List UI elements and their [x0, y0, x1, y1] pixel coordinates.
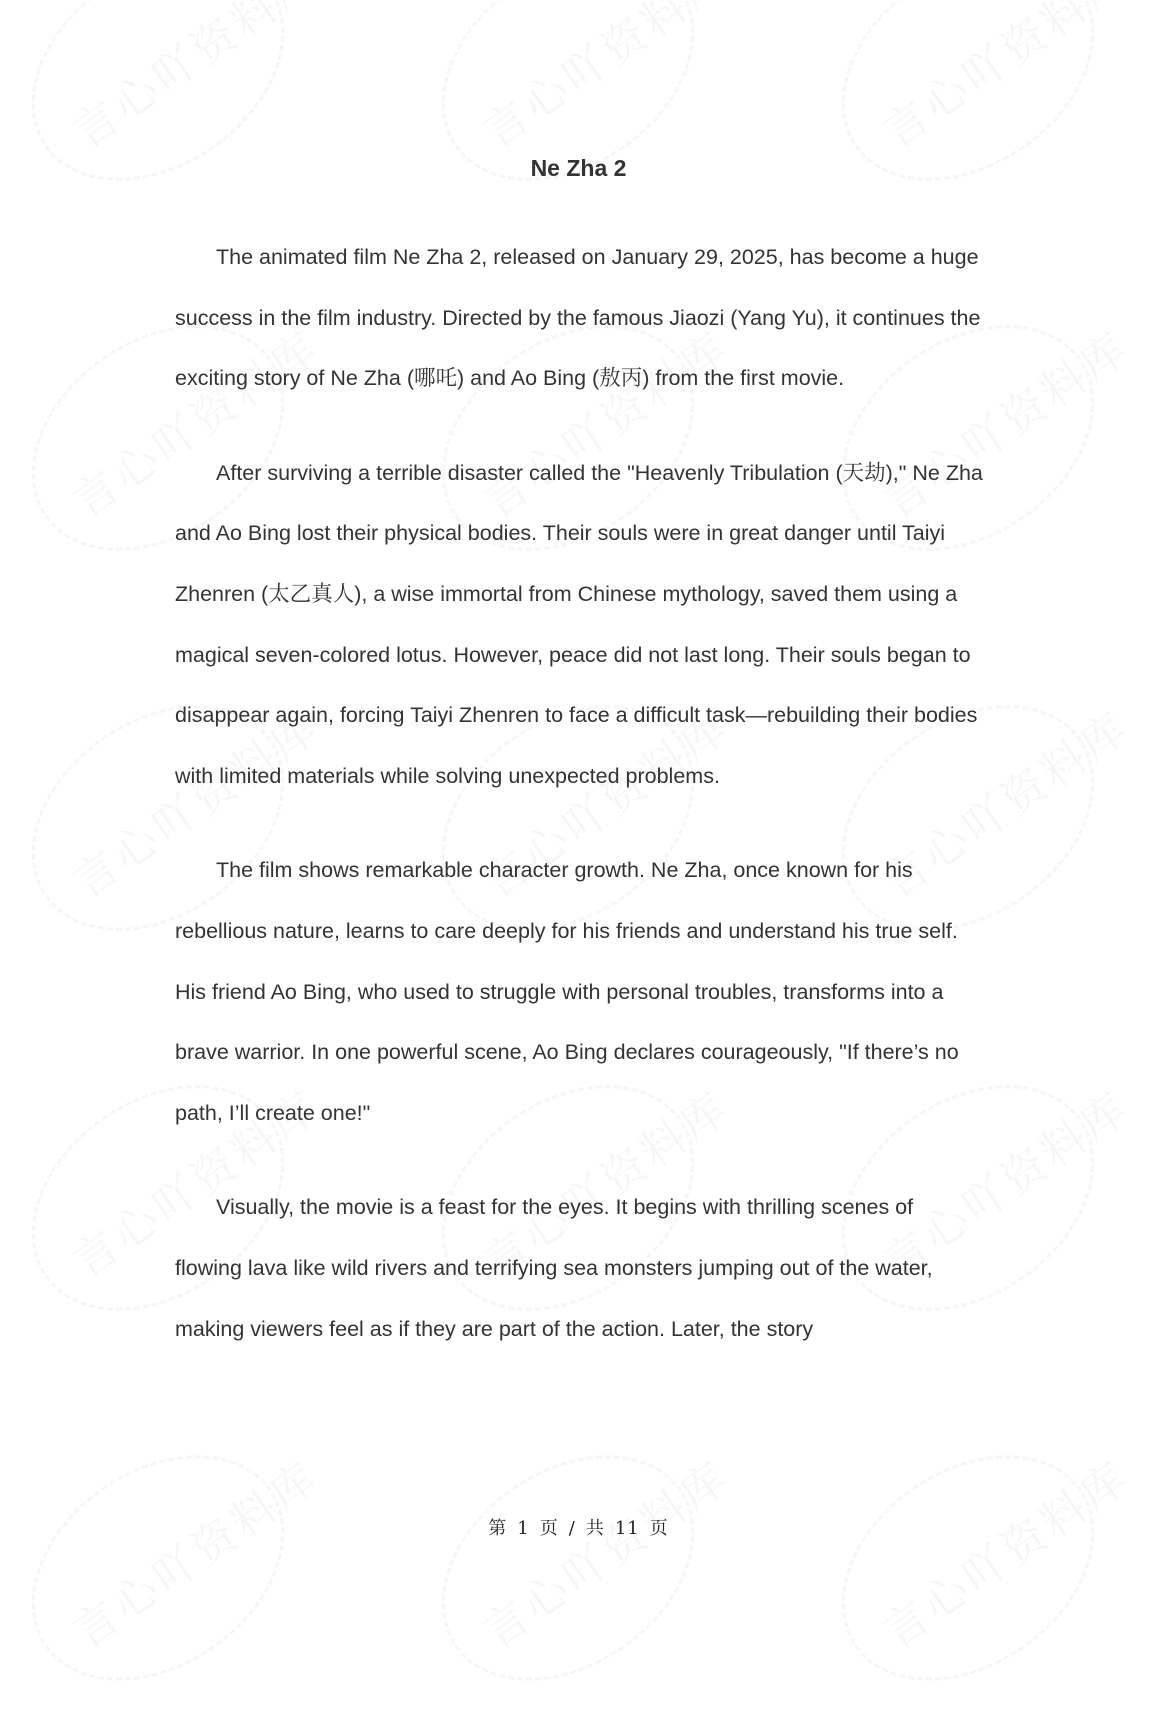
document-body [175, 227, 985, 1393]
footer-total-prefix: 共 [585, 1518, 605, 1539]
footer-prefix: 第 [488, 1518, 508, 1539]
total-page-count: 11 [614, 1518, 640, 1539]
document-title: Ne Zha 2 [530, 155, 627, 181]
paragraph: The film shows remarkable character growth. Ne Zha, once known for his rebellious nature, learns to care deeply for his friends and understand his true self. His friend Ao Bing, who used to struggle with personal troubles, transforms into a brave warrior. In one powerful scene, Ao Bing declares courageously, "If there’s no path, I’ll create one!" [175, 858, 959, 1125]
footer-separator: / [568, 1518, 576, 1539]
paragraph: After surviving a terrible disaster called the "Heavenly Tribulation (天劫)," Ne Zha and Ao Bing lost their physical bodies. Their souls were in great danger until Taiyi Zhenren (太乙真人), a wise immortal from Chinese mythology, saved them using a magical seven-colored lotus. However, peace did not last long. Their souls began to disappear again, forcing Taiyi Zhenren to face a difficult task—rebuilding their bodies with limited materials while solving unexpected problems. [175, 460, 983, 788]
page-number-footer [0, 1514, 1157, 1540]
footer-page-word: 页 [539, 1518, 559, 1539]
footer-total-suffix: 页 [649, 1518, 669, 1539]
paragraph: The animated film Ne Zha 2, released on January 29, 2025, has become a huge success in the film industry. Directed by the famous Jiaozi (Yang Yu), it continues the exciting story of Ne Zha (哪吒) and Ao Bing (敖丙) from the first movie. [175, 245, 981, 391]
current-page-number: 1 [517, 1518, 530, 1539]
paragraph: Visually, the movie is a feast for the eyes. It begins with thrilling scenes of flowing lava like wild rivers and terrifying sea monsters jumping out of the water, making viewers feel as if they are part of the action. Later, the story [175, 1195, 933, 1341]
